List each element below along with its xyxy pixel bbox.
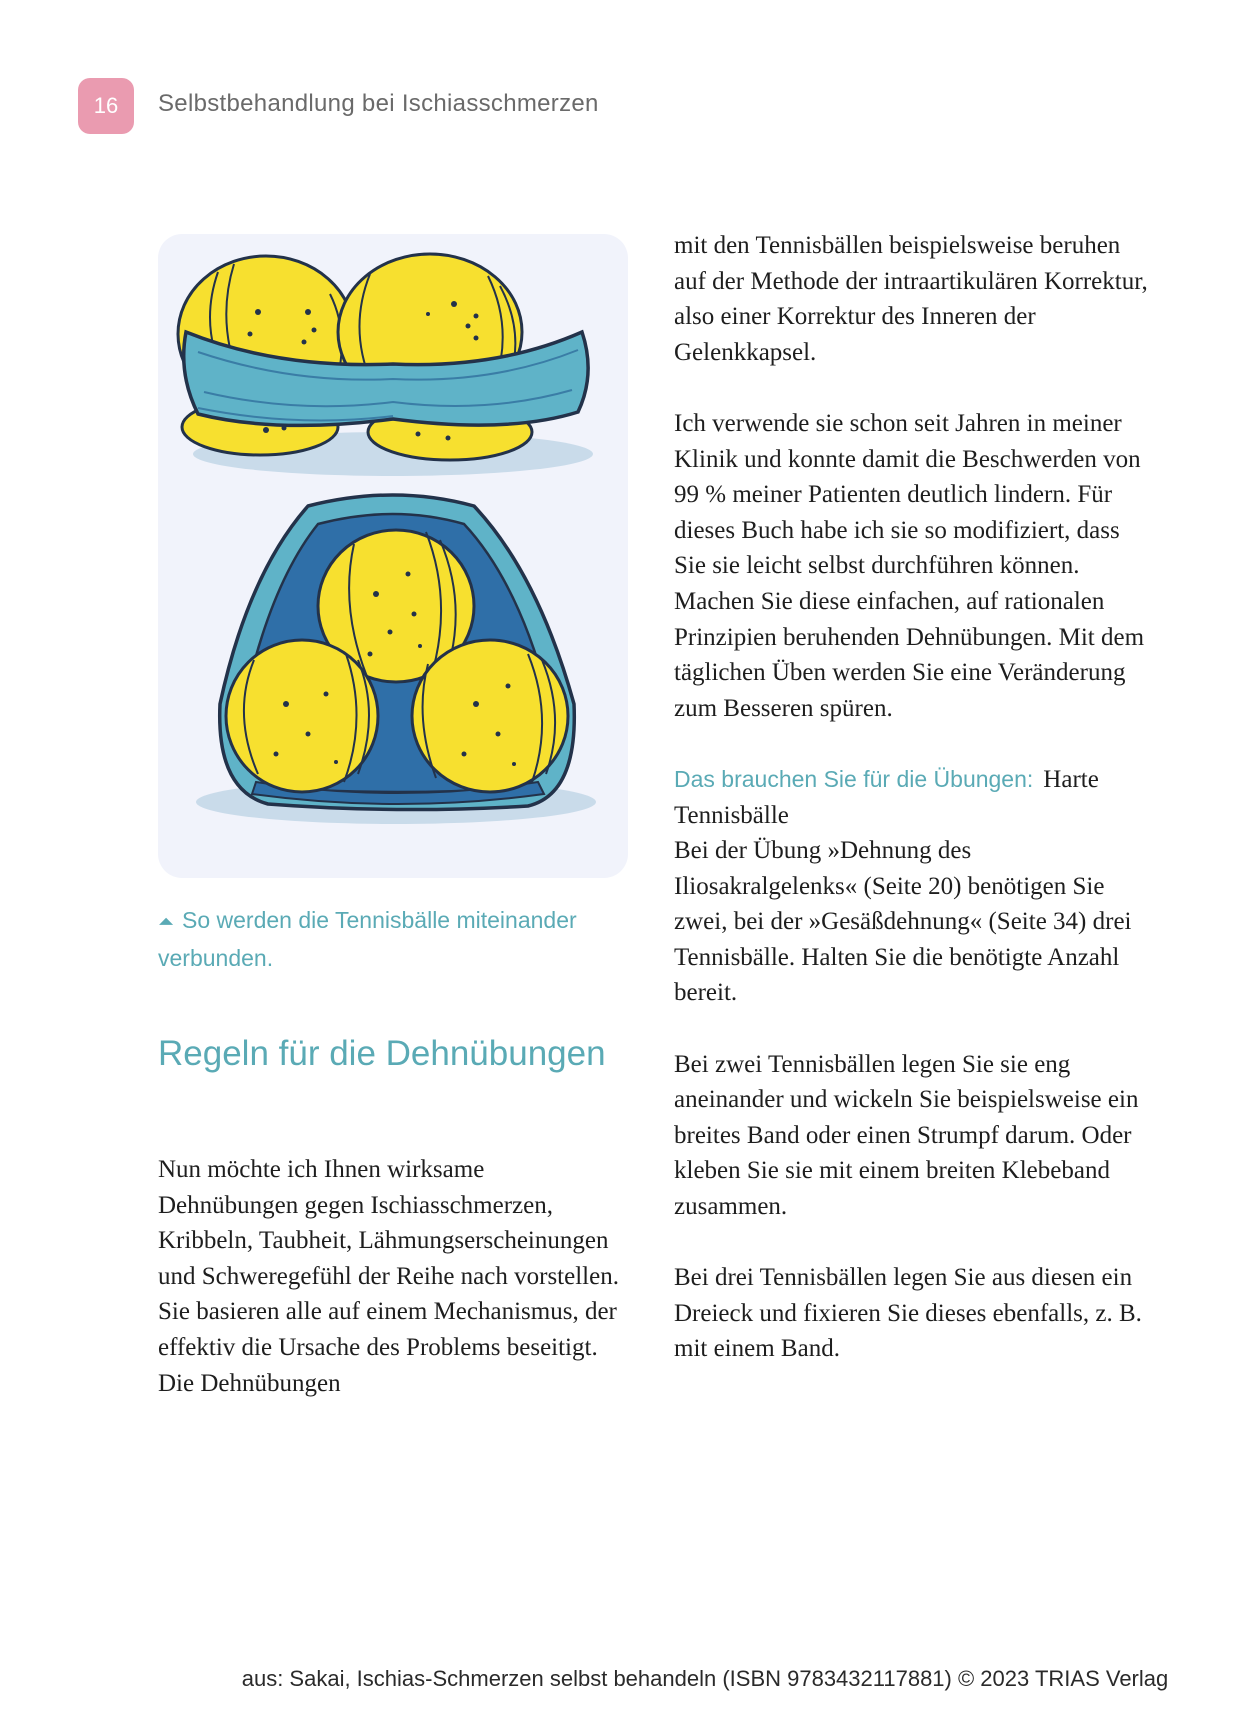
bottom-ball-left: [226, 640, 378, 792]
paragraph-1: mit den Tennisbällen beispielsweise beruhen auf der Methode der intraartikulären Korrektur, also einer Korrektur des Inneren der Gelenkkapsel.: [674, 232, 1148, 366]
bottom-ball-right: [412, 640, 568, 792]
requirements-label: Das brauchen Sie für die Übungen:: [674, 765, 1034, 792]
section-heading: Regeln für die Dehnübungen: [158, 1034, 606, 1073]
paragraph-4: Bei zwei Tennisbällen legen Sie sie eng aneinander und wickeln Sie beispielsweise ein breites Band oder einen Strumpf darum. Oder kleben Sie sie mit einem breiten Klebeband zusammen.: [674, 1050, 1139, 1221]
paragraph-2: Ich verwende sie schon seit Jahren in meiner Klinik und konnte damit die Beschwerden von 99 % meiner Patienten deutlich lindern. Für dieses Buch habe ich sie so modifiziert, dass Sie sie leicht selbst durchführen können. Machen Sie diese einfachen, auf rationalen Prinzipien beruhenden Dehnübungen. Mit dem täglichen Üben werden Sie eine Veränderung zum Besseren spüren.: [674, 409, 1145, 722]
triangle-up-icon: ⏶: [158, 911, 174, 933]
caption-text: So werden die Tennisbälle miteinander verbunden.: [158, 907, 577, 971]
source-footer: aus: Sakai, Ischias-Schmerzen selbst behandeln (ISBN 9783432117881) © 2023 TRIAS Verlag: [241, 1666, 1169, 1691]
paragraph-5: Bei drei Tennisbällen legen Sie aus diesen ein Dreieck und fixieren Sie dieses ebenfalls, z. B. mit einem Band.: [674, 1264, 1142, 1363]
left-paragraph: Nun möchte ich Ihnen wirksame Dehnübungen gegen Ischiasschmerzen, Kribbeln, Taubheit, Lähmungserscheinungen und Schweregefühl der Reihe nach vorstellen. Sie basieren alle auf einem Mechanismus, der effektiv die Ursache des Problems beseitigt. Die Dehnübungen: [158, 1156, 619, 1397]
page-number-badge: 16: [78, 78, 134, 134]
requirements-value: Harte Tennisbälle: [674, 765, 1099, 829]
paragraph-3: Bei der Übung »Dehnung des Iliosakralgelenks« (Seite 20) benötigen Sie zwei, bei der »Gesäßdehnung« (Seite 34) drei Tennisbälle. Halten Sie die benötigte Anzahl bereit.: [674, 837, 1132, 1007]
requirements-paragraph: [674, 762, 1154, 833]
tennis-balls-illustration: [158, 234, 628, 878]
running-title: Selbstbehandlung bei Ischiasschmerzen: [158, 90, 599, 117]
right-column: [674, 228, 1154, 1403]
figure-caption: [158, 902, 628, 976]
tennis-balls-drawing: [158, 234, 628, 878]
